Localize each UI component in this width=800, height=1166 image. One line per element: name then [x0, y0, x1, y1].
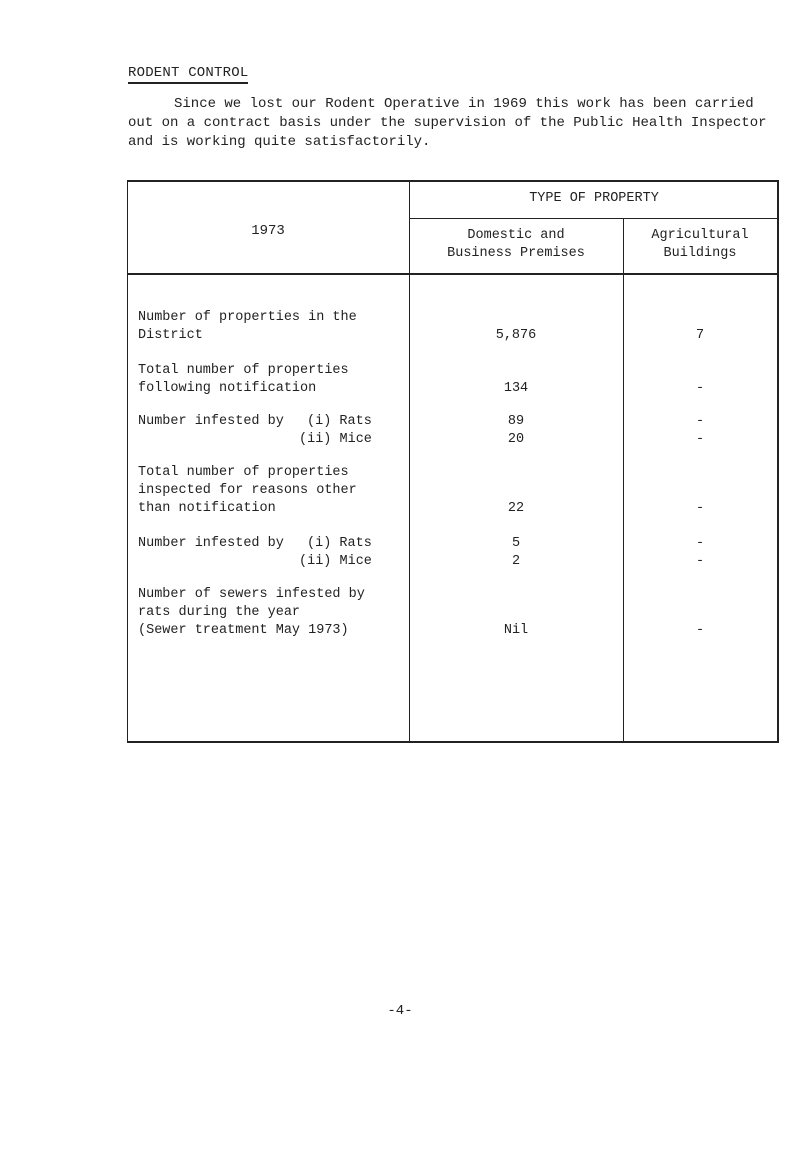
row-label: following notification — [138, 381, 317, 396]
domestic-value: 2 — [511, 554, 521, 569]
domestic-value: 89 — [507, 414, 525, 429]
domestic-header-line1: Domestic and — [467, 228, 565, 243]
row-label: (Sewer treatment May 1973) — [138, 623, 349, 638]
column-divider-1 — [409, 180, 410, 743]
domestic-value: 22 — [507, 501, 525, 516]
row-label: Number infested by — [138, 536, 284, 551]
agricultural-value: - — [695, 432, 705, 447]
agricultural-value: - — [695, 536, 705, 551]
table-border-top — [127, 180, 779, 182]
row-label: Number infested by — [138, 414, 284, 429]
row-label: Number of properties in the — [138, 310, 357, 325]
agricultural-value: 7 — [695, 328, 705, 343]
header-group-divider — [409, 218, 779, 219]
agricultural-value: - — [695, 554, 705, 569]
agricultural-header-line2: Buildings — [663, 246, 737, 261]
column-divider-2 — [623, 218, 624, 743]
domestic-header-line2: Business Premises — [447, 246, 585, 261]
row-sublabel: (i) Rats — [307, 536, 372, 551]
row-label: inspected for reasons other — [138, 483, 357, 498]
row-sublabel: (ii) Mice — [299, 554, 372, 569]
agricultural-value: - — [695, 381, 705, 396]
domestic-value: 5,876 — [495, 328, 537, 343]
domestic-value: 5 — [511, 536, 521, 551]
page-number: -4- — [387, 1003, 413, 1019]
row-sublabel: (i) Rats — [307, 414, 372, 429]
table-border-right — [777, 180, 779, 743]
type-of-property-header: TYPE OF PROPERTY — [529, 191, 659, 206]
rodent-control-table — [127, 180, 779, 743]
row-label: rats during the year — [138, 605, 301, 620]
domestic-value: 20 — [507, 432, 525, 447]
row-label: Total number of properties — [138, 363, 349, 378]
domestic-value: Nil — [503, 623, 529, 638]
agricultural-value: - — [695, 414, 705, 429]
year-header: 1973 — [251, 223, 285, 239]
table-border-bottom — [127, 741, 779, 743]
intro-paragraph: Since we lost our Rodent Operative in 1969 this work has been carried out on a contract basis under the supervision of the Public Health Inspector and is working quite satisfactorily. — [128, 96, 767, 150]
agricultural-value: - — [695, 501, 705, 516]
table-border-left — [127, 180, 128, 743]
section-heading: RODENT CONTROL — [128, 65, 248, 84]
agricultural-value: - — [695, 623, 705, 638]
row-sublabel: (ii) Mice — [299, 432, 372, 447]
header-bottom-divider — [127, 273, 779, 275]
row-label: than notification — [138, 501, 276, 516]
row-label: Total number of properties — [138, 465, 349, 480]
row-label: District — [138, 328, 203, 343]
domestic-value: 134 — [503, 381, 529, 396]
agricultural-header-line1: Agricultural — [651, 228, 749, 243]
row-label: Number of sewers infested by — [138, 587, 365, 602]
